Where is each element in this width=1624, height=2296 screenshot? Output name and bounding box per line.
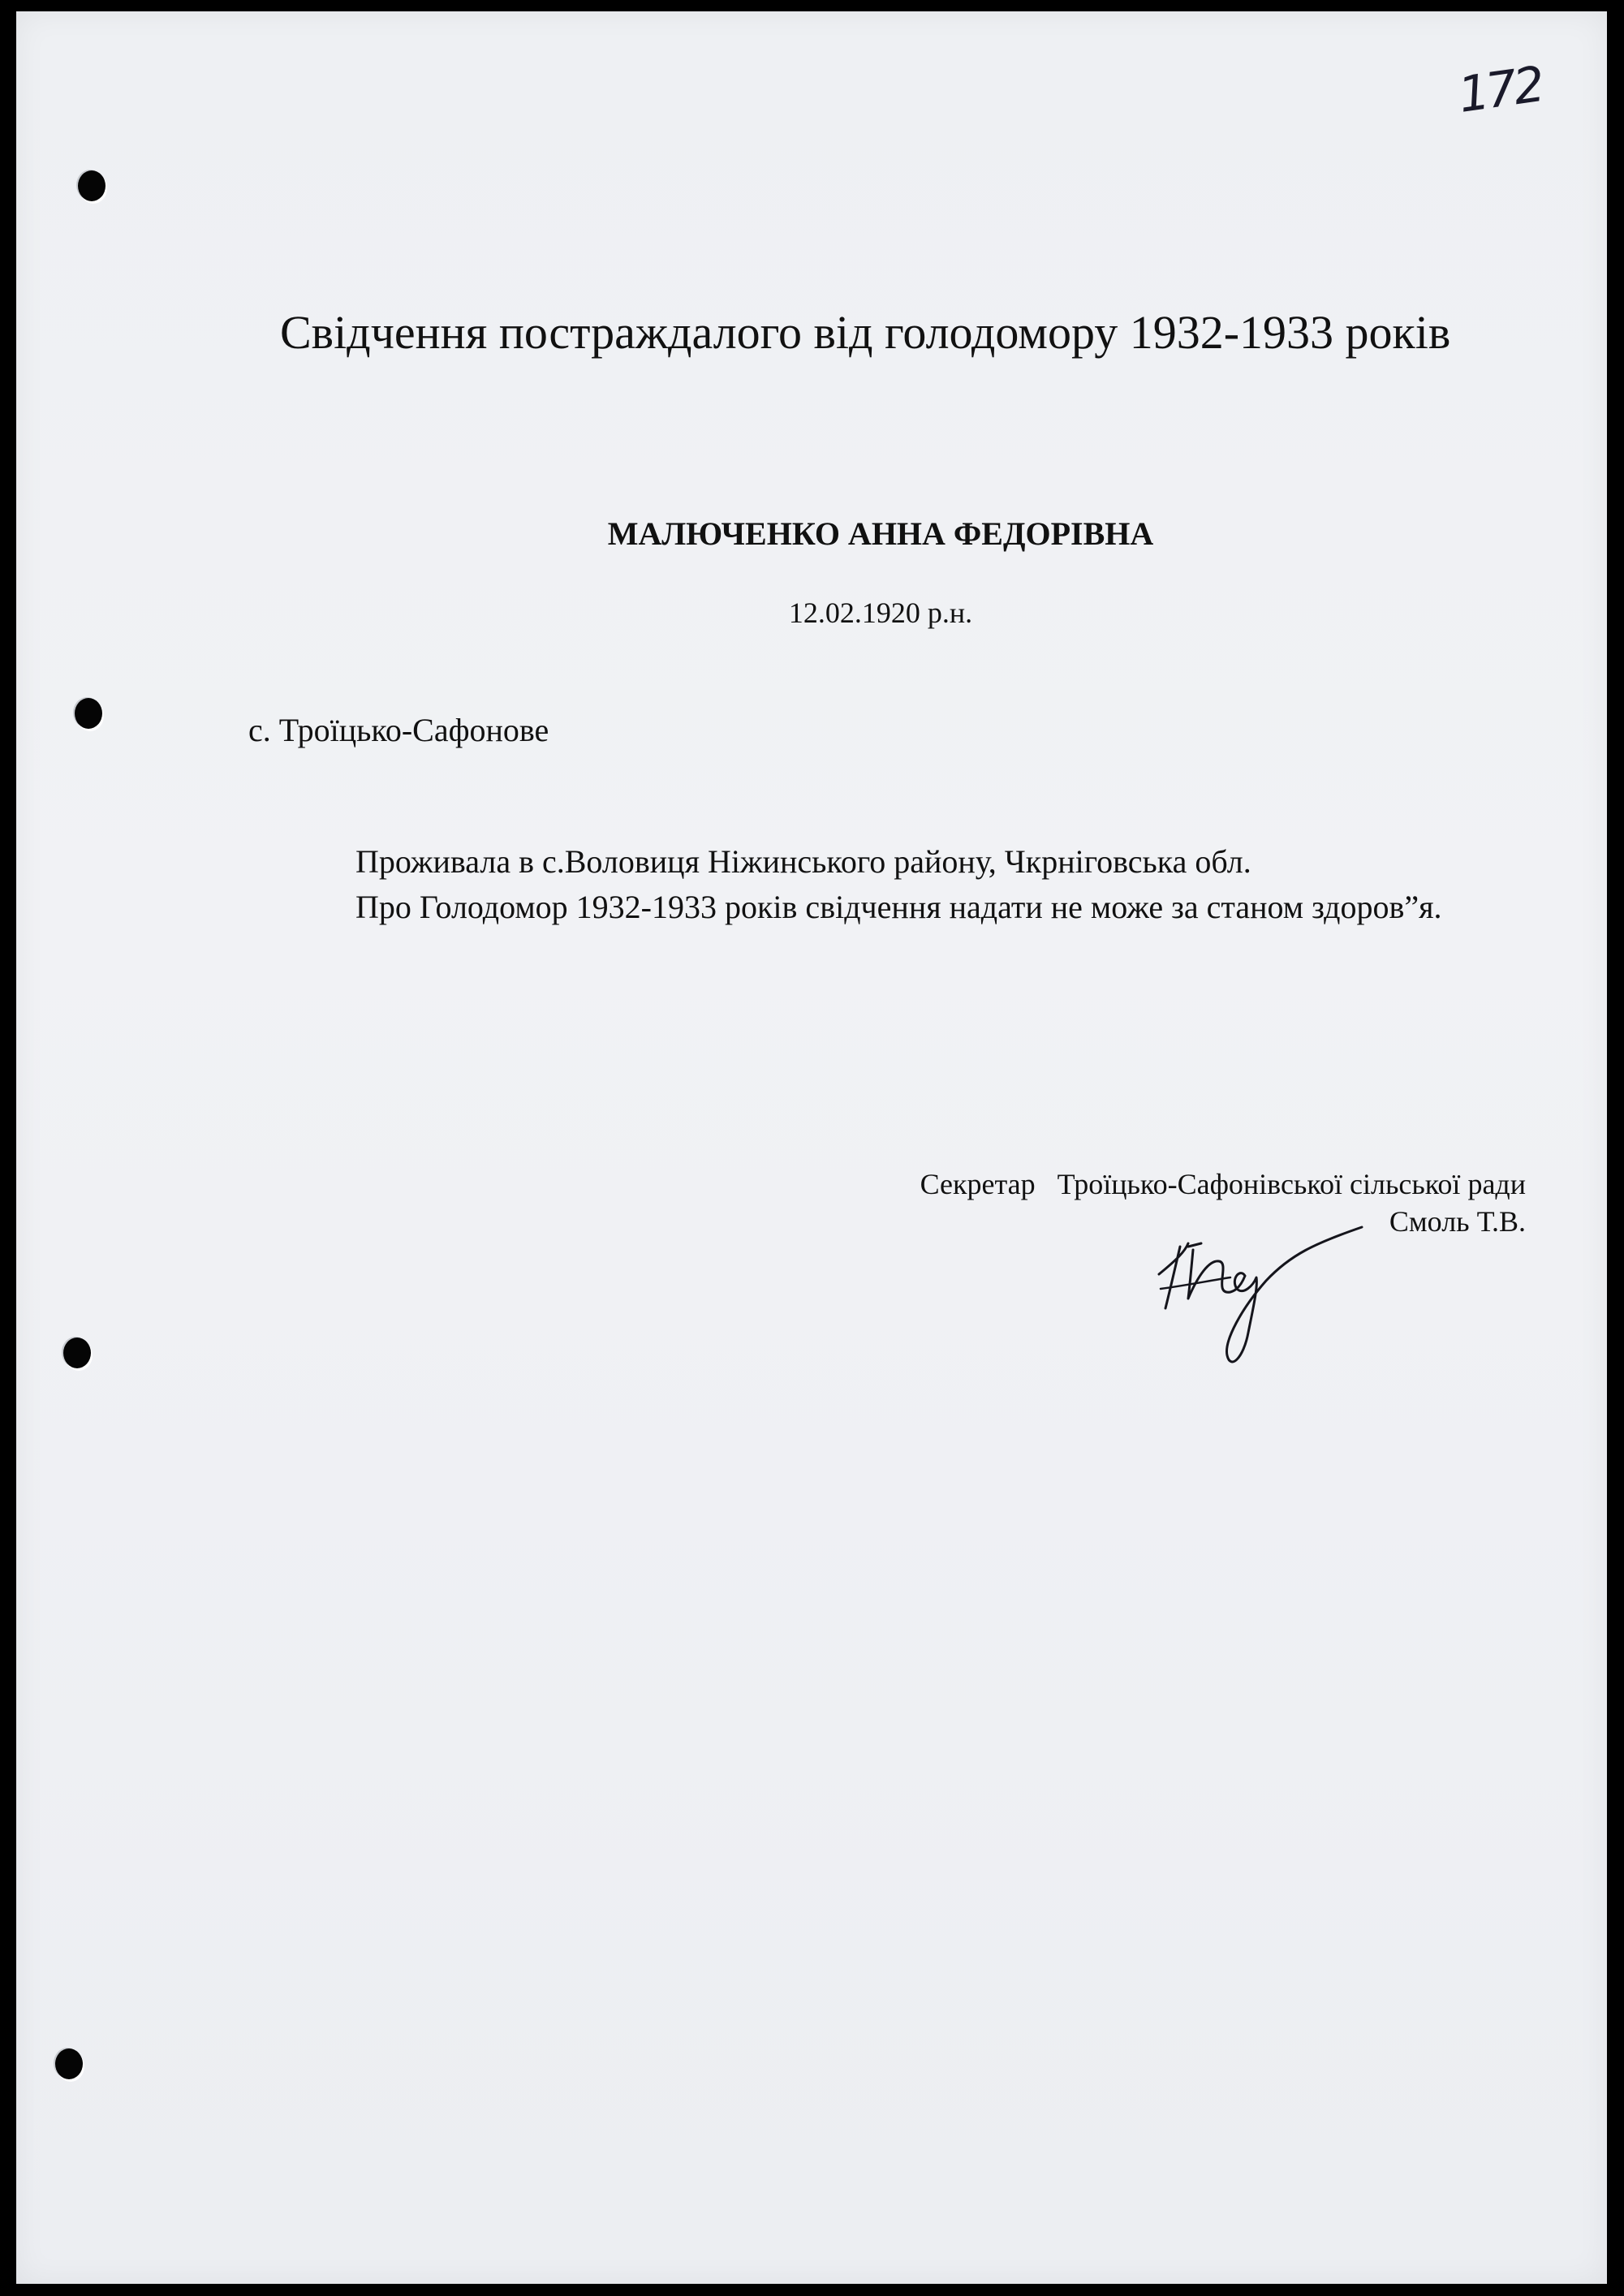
birth-date: 12.02.1920 р.н. [788, 597, 973, 629]
testimony-paragraph: Про Голодомор 1932-1933 років свідчення надати не може за станом здоров”я. [355, 889, 1442, 925]
punch-hole [75, 698, 102, 729]
punch-hole [78, 170, 106, 201]
handwritten-signature [1152, 1211, 1380, 1373]
person-name: МАЛЮЧЕНКО АННА ФЕДОРІВНА [607, 515, 1154, 552]
residence-paragraph: Проживала в с.Воловиця Ніжинського району, Чкрніговська обл. [355, 843, 1251, 880]
document-title: Свідчення постраждалого від голодомору 1932-1933 років [280, 306, 1451, 359]
punch-hole [55, 2048, 83, 2079]
signatory-role: Секретар Троїцько-Сафонівської сільської ради [920, 1168, 1526, 1200]
testimony-body [248, 839, 1514, 930]
document-page [16, 11, 1607, 2284]
punch-hole [63, 1338, 91, 1368]
signatory-name: Смоль Т.В. [1389, 1205, 1526, 1238]
page-number: 172 [1454, 56, 1545, 124]
village-name: с. Троїцько-Сафонове [248, 712, 549, 748]
